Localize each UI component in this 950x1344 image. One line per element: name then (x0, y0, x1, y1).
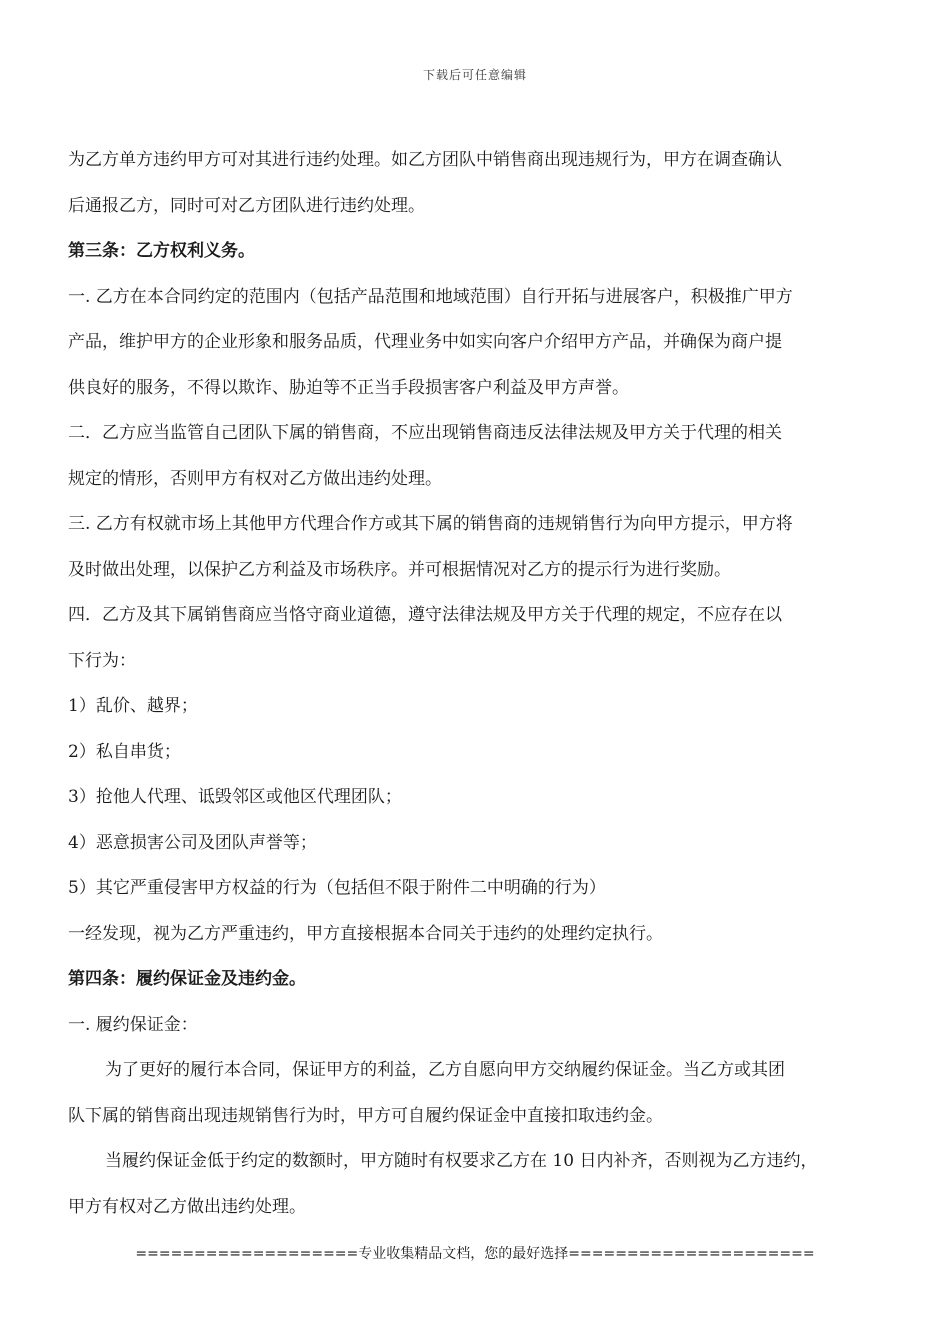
text-line: 2）私自串货； (68, 741, 181, 762)
page-header: 下载后可任意编辑 (422, 68, 527, 82)
text-line: 二．乙方应当监管自己团队下属的销售商，不应出现销售商违反法律法规及甲方关于代理的相关 (68, 423, 782, 443)
text-line: 当履约保证金低于约定的数额时，甲方随时有权要求乙方在 10 日内补齐，否则视为乙方违约， (105, 1151, 818, 1171)
text-line: 1）乱价、越界； (68, 696, 198, 716)
document-body (68, 138, 888, 1230)
section-heading: 第四条：履约保证金及违约金。 (68, 969, 306, 989)
text-line: 及时做出处理，以保护乙方利益及市场秩序。并可根据情况对乙方的提示行为进行奖励。 (68, 559, 731, 580)
text-line: 4）恶意损害公司及团队声誉等； (68, 832, 317, 853)
text-line: 一. 乙方在本合同约定的范围内（包括产品范围和地域范围）自行开拓与进展客户，积极推广甲方 (68, 286, 793, 307)
text-line: 一经发现，视为乙方严重违约，甲方直接根据本合同关于违约的处理约定执行。 (68, 923, 663, 944)
text-line: 5）其它严重侵害甲方权益的行为（包括但不限于附件二中明确的行为） (68, 878, 606, 898)
text-line: 后通报乙方，同时可对乙方团队进行违约处理。 (68, 195, 425, 216)
text-line: 规定的情形，否则甲方有权对乙方做出违约处理。 (68, 468, 442, 489)
text-line: 甲方有权对乙方做出违约处理。 (68, 1196, 306, 1217)
text-line: 三. 乙方有权就市场上其他甲方代理合作方或其下属的销售商的违规销售行为向甲方提示，甲方将 (68, 514, 793, 534)
text-line: 产品，维护甲方的企业形象和服务品质，代理业务中如实向客户介绍甲方产品，并确保为商户提 (68, 332, 782, 352)
text-line: 为了更好的履行本合同，保证甲方的利益，乙方自愿向甲方交纳履约保证金。当乙方或其团 (105, 1060, 785, 1080)
section-heading: 第三条：乙方权利义务。 (68, 241, 255, 261)
text-line: 3）抢他人代理、诋毁邻区或他区代理团队； (68, 787, 402, 807)
text-line: 下行为： (68, 650, 136, 671)
text-line: 为乙方单方违约甲方可对其进行违约处理。如乙方团队中销售商出现违规行为，甲方在调查确认 (68, 150, 782, 170)
text-line: 供良好的服务，不得以欺诈、胁迫等不正当手段损害客户利益及甲方声誉。 (68, 377, 629, 398)
text-line: 四．乙方及其下属销售商应当恪守商业道德，遵守法律法规及甲方关于代理的规定，不应存在以 (68, 605, 782, 625)
page-footer: ===================专业收集精品文档，您的最好选择===================== (135, 1246, 815, 1262)
text-line: 一. 履约保证金： (68, 1014, 198, 1035)
text-line: 队下属的销售商出现违规销售行为时，甲方可自履约保证金中直接扣取违约金。 (68, 1105, 663, 1126)
